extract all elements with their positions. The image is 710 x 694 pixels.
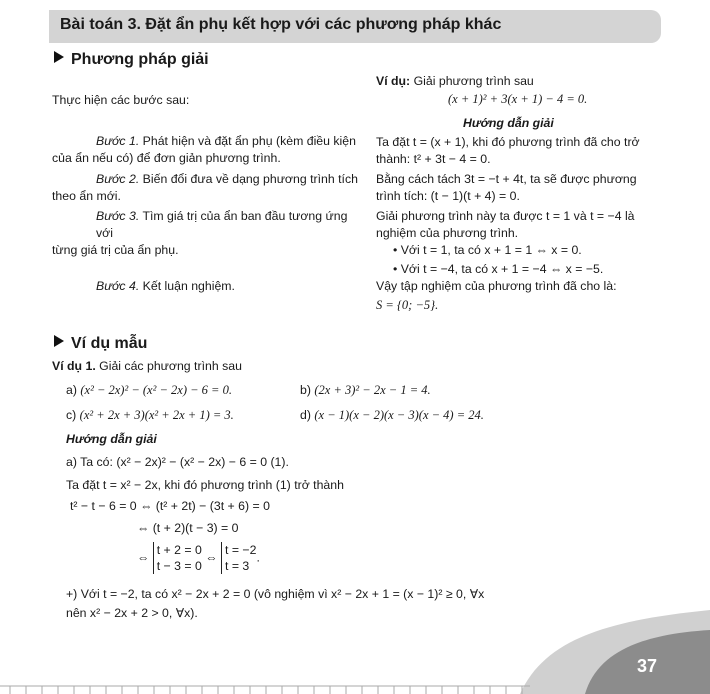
exercise-a: a) (x² − 2x)² − (x² − 2x) − 6 = 0. bbox=[66, 383, 232, 397]
page-number: 37 bbox=[637, 656, 658, 676]
method-intro: Thực hiện các bước sau: bbox=[52, 93, 190, 107]
step-4: Bước 4. Kết luận nghiệm. bbox=[96, 279, 235, 293]
example-guide-heading: Hướng dẫn giải bbox=[463, 116, 554, 130]
solution-line-2: Ta đặt t = x² − 2x, khi đó phương trình (1) trở thành bbox=[66, 478, 344, 492]
exercise-b: b) (2x + 3)² − 2x − 1 = 4. bbox=[300, 383, 431, 397]
bracket-system-2: t = −2 t = 3 bbox=[221, 542, 256, 574]
example-solution: Ta đặt t = (x + 1), khi đó phương trình đã cho trở thành: t² + 3t − 4 = 0. Bằng cách tách 3t = −t + 4t, ta sẽ được phương trình tích: (t − 1)(t + 4) = 0. Giải phương trình này ta được t = 1 và t = −4 là nghiệm của phương trình. • Với t = 1, ta có x + 1 = 1 ⇔ x = 0. • Với t = −4, ta có x + 1 = −4 ⇔ x = −5. Vậy tập nghiệm của phương trình đã cho là: S = {0; −5}. bbox=[376, 135, 640, 312]
triangle-bullet-icon bbox=[54, 335, 64, 347]
bracket-system-1: t + 2 = 0 t − 3 = 0 bbox=[153, 542, 202, 574]
triangle-bullet-icon bbox=[54, 51, 64, 63]
samples-guide-heading: Hướng dẫn giải bbox=[66, 432, 157, 446]
solution-line-6: +) Với t = −2, ta có x² − 2x + 2 = 0 (vô nghiệm vì x² − 2x + 1 = (x − 1)² ≥ 0, ∀x bbox=[66, 587, 485, 601]
solution-system: ⇔ t + 2 = 0 t − 3 = 0 ⇔ t = −2 t = 3 . bbox=[137, 543, 260, 573]
step-3: Bước 3. Tìm giá trị của ẩn ban đầu tương ứng với từng giá trị của ẩn phụ. bbox=[52, 209, 348, 257]
solution-line-1: a) Ta có: (x² − 2x)² − (x² − 2x) − 6 = 0 (1). bbox=[66, 455, 289, 469]
footer-decoration bbox=[0, 600, 710, 694]
page-title: Bài toán 3. Đặt ẩn phụ kết hợp với các phương pháp khác bbox=[60, 16, 502, 33]
exercise-d: d) (x − 1)(x − 2)(x − 3)(x − 4) = 24. bbox=[300, 408, 484, 422]
method-heading: Phương pháp giải bbox=[54, 51, 209, 69]
example-intro: Ví dụ: Giải phương trình sau bbox=[376, 74, 534, 88]
exercise-c: c) (x² + 2x + 3)(x² + 2x + 1) = 3. bbox=[66, 408, 234, 422]
example-1-intro: Ví dụ 1. Giải các phương trình sau bbox=[52, 359, 242, 373]
example-equation: (x + 1)² + 3(x + 1) − 4 = 0. bbox=[448, 92, 588, 106]
step-1: Bước 1. Phát hiện và đặt ẩn phụ (kèm điều kiện của ẩn nếu có) để đơn giản phương trình. bbox=[52, 134, 356, 165]
step-2: Bước 2. Biến đổi đưa về dạng phương trình tích theo ẩn mới. bbox=[52, 172, 358, 203]
solution-line-3: t² − t − 6 = 0 ⇔ (t² + 2t) − (3t + 6) = 0 bbox=[70, 499, 270, 513]
solution-line-7: nên x² − 2x + 2 > 0, ∀x). bbox=[66, 606, 198, 620]
samples-heading: Ví dụ mẫu bbox=[54, 335, 147, 353]
solution-line-4: ⇔ (t + 2)(t − 3) = 0 bbox=[137, 521, 239, 535]
